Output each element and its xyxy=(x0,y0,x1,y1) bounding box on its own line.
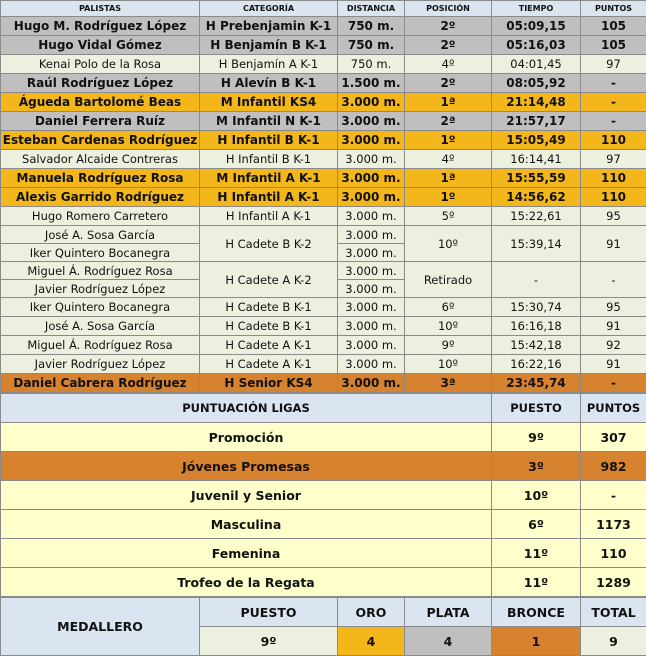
row-position: Retirado xyxy=(405,262,492,298)
medallero-oro: 4 xyxy=(338,627,405,656)
row-time: 15:39,14 xyxy=(492,226,581,262)
row-points: 91 xyxy=(581,226,646,262)
row-position: 4º xyxy=(405,55,492,74)
liga-points: - xyxy=(581,481,646,510)
ligas-header-row xyxy=(1,394,646,423)
row-name: Hugo Vidal Gómez xyxy=(1,36,200,55)
row-name: José A. Sosa García xyxy=(1,226,200,244)
row-distance: 3.000 m. xyxy=(338,262,405,280)
row-distance: 3.000 m. xyxy=(338,317,405,336)
row-position: 1ª xyxy=(405,93,492,112)
row-category: H Cadete B K-1 xyxy=(200,317,338,336)
row-category: H Senior KS4 xyxy=(200,374,338,393)
row-category: H Cadete A K-2 xyxy=(200,262,338,298)
row-category: H Infantil A K-1 xyxy=(200,188,338,207)
row-position: 10º xyxy=(405,317,492,336)
table-row xyxy=(1,188,646,207)
liga-name: Trofeo de la Regata xyxy=(1,568,492,597)
ligas-row xyxy=(1,452,646,481)
row-position: 2ª xyxy=(405,112,492,131)
table-row xyxy=(1,55,646,74)
liga-position: 11º xyxy=(492,568,581,597)
row-distance: 3.000 m. xyxy=(338,93,405,112)
medallero-header-puesto: PUESTO xyxy=(200,598,338,627)
row-category: H Cadete B K-2 xyxy=(200,226,338,262)
row-name: Águeda Bartolomé Beas xyxy=(1,93,200,112)
liga-points: 1289 xyxy=(581,568,646,597)
row-name: Javier Rodríguez López xyxy=(1,355,200,374)
header-puntos: PUNTOS xyxy=(581,1,646,17)
medallero-header-oro: ORO xyxy=(338,598,405,627)
row-points: 110 xyxy=(581,169,646,188)
row-position: 4º xyxy=(405,150,492,169)
row-points: - xyxy=(581,93,646,112)
row-position: 2º xyxy=(405,36,492,55)
row-distance: 3.000 m. xyxy=(338,188,405,207)
row-distance: 1.500 m. xyxy=(338,74,405,93)
medallero-header-row xyxy=(1,598,646,627)
row-category: H Infantil A K-1 xyxy=(200,207,338,226)
row-distance: 750 m. xyxy=(338,36,405,55)
row-time: 15:30,74 xyxy=(492,298,581,317)
row-points: 110 xyxy=(581,131,646,150)
medallero-puesto: 9º xyxy=(200,627,338,656)
table-row xyxy=(1,150,646,169)
row-distance: 3.000 m. xyxy=(338,226,405,244)
liga-position: 10º xyxy=(492,481,581,510)
row-points: 105 xyxy=(581,36,646,55)
row-distance: 750 m. xyxy=(338,55,405,74)
table-row xyxy=(1,336,646,355)
row-points: 105 xyxy=(581,17,646,36)
table-row xyxy=(1,17,646,36)
liga-position: 9º xyxy=(492,423,581,452)
table-row xyxy=(1,93,646,112)
row-name: Salvador Alcaide Contreras xyxy=(1,150,200,169)
table-row xyxy=(1,36,646,55)
row-category: H Infantil B K-1 xyxy=(200,150,338,169)
row-time: - xyxy=(492,262,581,298)
row-distance: 3.000 m. xyxy=(338,298,405,317)
row-position: 2º xyxy=(405,17,492,36)
row-time: 21:14,48 xyxy=(492,93,581,112)
row-position: 2º xyxy=(405,74,492,93)
medallero-total: 9 xyxy=(581,627,646,656)
liga-points: 1173 xyxy=(581,510,646,539)
liga-position: 3º xyxy=(492,452,581,481)
row-name: Daniel Ferrera Ruíz xyxy=(1,112,200,131)
row-distance: 3.000 m. xyxy=(338,355,405,374)
row-name: Daniel Cabrera Rodríguez xyxy=(1,374,200,393)
row-name: Raúl Rodríguez López xyxy=(1,74,200,93)
table-row xyxy=(1,169,646,188)
table-row xyxy=(1,112,646,131)
row-points: 97 xyxy=(581,55,646,74)
medallero-plata: 4 xyxy=(405,627,492,656)
results-header-row xyxy=(1,1,646,17)
row-points: 91 xyxy=(581,355,646,374)
medallero-title: MEDALLERO xyxy=(1,598,200,656)
row-points: 110 xyxy=(581,188,646,207)
table-row xyxy=(1,207,646,226)
row-category: M Infantil KS4 xyxy=(200,93,338,112)
row-points: - xyxy=(581,262,646,298)
row-points: - xyxy=(581,112,646,131)
row-position: 10º xyxy=(405,226,492,262)
row-position: 6º xyxy=(405,298,492,317)
row-position: 1ª xyxy=(405,169,492,188)
liga-position: 11º xyxy=(492,539,581,568)
row-time: 16:16,18 xyxy=(492,317,581,336)
ligas-row xyxy=(1,510,646,539)
row-name: Iker Quintero Bocanegra xyxy=(1,244,200,262)
ligas-row xyxy=(1,568,646,597)
row-name: Manuela Rodríguez Rosa xyxy=(1,169,200,188)
table-row xyxy=(1,374,646,393)
row-position: 5º xyxy=(405,207,492,226)
row-name: Javier Rodríguez López xyxy=(1,280,200,298)
ligas-row xyxy=(1,481,646,510)
row-category: H Cadete A K-1 xyxy=(200,355,338,374)
row-distance: 3.000 m. xyxy=(338,112,405,131)
table-row xyxy=(1,74,646,93)
row-position: 1º xyxy=(405,131,492,150)
ligas-row xyxy=(1,423,646,452)
row-name: Hugo M. Rodríguez López xyxy=(1,17,200,36)
row-name: Alexis Garrido Rodríguez xyxy=(1,188,200,207)
liga-name: Masculina xyxy=(1,510,492,539)
row-category: H Benjamín A K-1 xyxy=(200,55,338,74)
row-distance: 3.000 m. xyxy=(338,207,405,226)
row-category: H Alevín B K-1 xyxy=(200,74,338,93)
liga-position: 6º xyxy=(492,510,581,539)
row-distance: 3.000 m. xyxy=(338,131,405,150)
row-time: 16:14,41 xyxy=(492,150,581,169)
header-tiempo: TIEMPO xyxy=(492,1,581,17)
table-row xyxy=(1,355,646,374)
liga-name: Jóvenes Promesas xyxy=(1,452,492,481)
liga-points: 982 xyxy=(581,452,646,481)
row-time: 15:22,61 xyxy=(492,207,581,226)
medallero-header-total: TOTAL xyxy=(581,598,646,627)
row-distance: 3.000 m. xyxy=(338,244,405,262)
row-time: 15:42,18 xyxy=(492,336,581,355)
row-time: 21:57,17 xyxy=(492,112,581,131)
row-distance: 750 m. xyxy=(338,17,405,36)
row-name: Hugo Romero Carretero xyxy=(1,207,200,226)
row-points: - xyxy=(581,74,646,93)
header-distancia: DISTANCIA xyxy=(338,1,405,17)
ligas-table xyxy=(0,393,646,597)
row-position: 10º xyxy=(405,355,492,374)
row-time: 16:22,16 xyxy=(492,355,581,374)
row-distance: 3.000 m. xyxy=(338,169,405,188)
row-name: Miguel Á. Rodríguez Rosa xyxy=(1,262,200,280)
medallero-bronce: 1 xyxy=(492,627,581,656)
row-category: H Prebenjamin K-1 xyxy=(200,17,338,36)
row-time: 05:09,15 xyxy=(492,17,581,36)
medallero-header-bronce: BRONCE xyxy=(492,598,581,627)
row-category: M Infantil A K-1 xyxy=(200,169,338,188)
row-position: 3ª xyxy=(405,374,492,393)
table-row xyxy=(1,317,646,336)
row-time: 23:45,74 xyxy=(492,374,581,393)
table-row xyxy=(1,131,646,150)
header-categoria: CATEGORÍA xyxy=(200,1,338,17)
row-points: - xyxy=(581,374,646,393)
row-distance: 3.000 m. xyxy=(338,280,405,298)
row-distance: 3.000 m. xyxy=(338,336,405,355)
ligas-title: PUNTUACIÓN LIGAS xyxy=(1,394,492,423)
row-points: 95 xyxy=(581,207,646,226)
ligas-header-puntos: PUNTOS xyxy=(581,394,646,423)
row-distance: 3.000 m. xyxy=(338,374,405,393)
row-category: M Infantil N K-1 xyxy=(200,112,338,131)
row-name: José A. Sosa García xyxy=(1,317,200,336)
row-points: 92 xyxy=(581,336,646,355)
row-position: 9º xyxy=(405,336,492,355)
row-points: 91 xyxy=(581,317,646,336)
header-palistas: PALISTAS xyxy=(1,1,200,17)
header-posicion: POSICIÓN xyxy=(405,1,492,17)
row-name: Kenai Polo de la Rosa xyxy=(1,55,200,74)
row-time: 15:55,59 xyxy=(492,169,581,188)
ligas-row xyxy=(1,539,646,568)
row-category: H Cadete B K-1 xyxy=(200,298,338,317)
row-time: 14:56,62 xyxy=(492,188,581,207)
liga-name: Promoción xyxy=(1,423,492,452)
medallero-header-plata: PLATA xyxy=(405,598,492,627)
row-points: 97 xyxy=(581,150,646,169)
row-time: 05:16,03 xyxy=(492,36,581,55)
row-position: 1º xyxy=(405,188,492,207)
row-category: H Benjamín B K-1 xyxy=(200,36,338,55)
table-row xyxy=(1,298,646,317)
row-category: H Cadete A K-1 xyxy=(200,336,338,355)
liga-points: 110 xyxy=(581,539,646,568)
table-row xyxy=(1,262,646,280)
ligas-header-puesto: PUESTO xyxy=(492,394,581,423)
liga-points: 307 xyxy=(581,423,646,452)
row-time: 04:01,45 xyxy=(492,55,581,74)
row-time: 08:05,92 xyxy=(492,74,581,93)
row-distance: 3.000 m. xyxy=(338,150,405,169)
table-row xyxy=(1,226,646,244)
row-name: Iker Quintero Bocanegra xyxy=(1,298,200,317)
liga-name: Juvenil y Senior xyxy=(1,481,492,510)
liga-name: Femenina xyxy=(1,539,492,568)
row-time: 15:05,49 xyxy=(492,131,581,150)
medallero-table xyxy=(0,597,646,656)
row-name: Miguel Á. Rodríguez Rosa xyxy=(1,336,200,355)
row-points: 95 xyxy=(581,298,646,317)
row-category: H Infantil B K-1 xyxy=(200,131,338,150)
row-name: Esteban Cardenas Rodríguez xyxy=(1,131,200,150)
